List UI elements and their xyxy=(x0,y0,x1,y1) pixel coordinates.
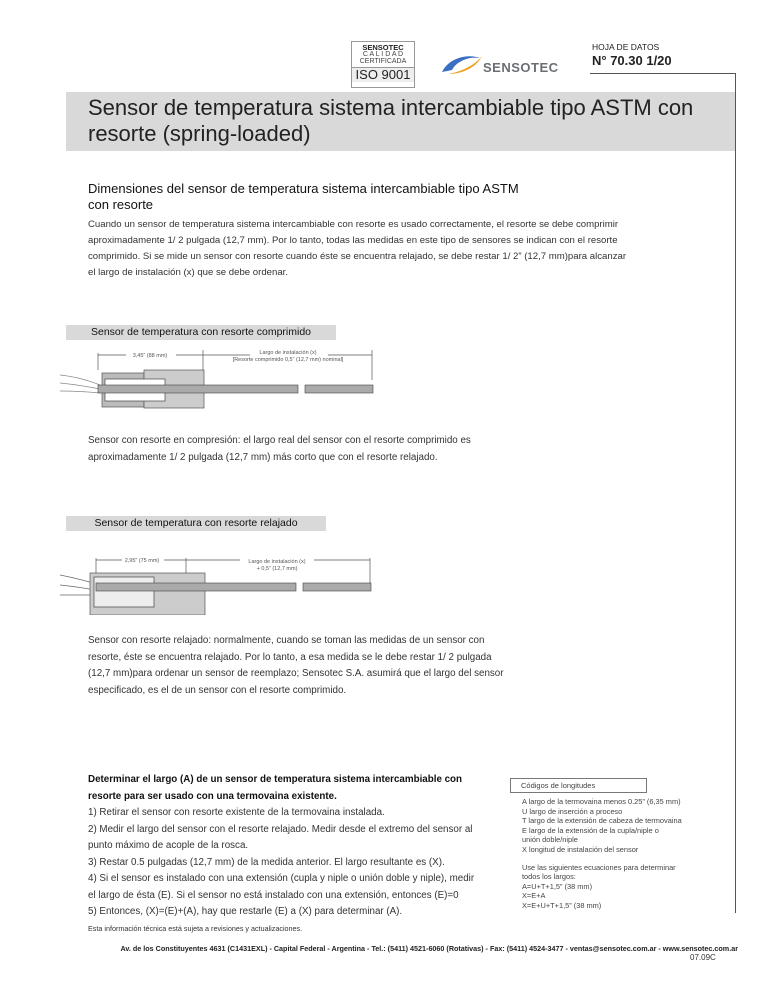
intro-paragraph: Cuando un sensor de temperatura sistema intercambiable con resorte es usado correctamente, el resorte se debe comprimir aproximadamente 1/ 2 pulgada (12,7 mm). Por lo tanto, todas las medidas en este tipo de sensores se indican con el resorte comprimido. Si se mide un sensor con resorte cuando éste se encuentra relajado, se debe restar 1/ 2” (12,7 mm)para alcanzar el largo de instalación (x) que se debe ordenar. xyxy=(88,219,627,278)
figure-description: Sensor con resorte relajado: normalmente, cuando se toman las medidas de un sensor con resorte, éste se encuentra relajado. Por lo tanto, a esa medida se le debe restar 1/ 2 pulgada (12,7 mm)para ordenar un sensor de reemplazo; Sensotec S.A. asumirá que el largo del sensor especificado, es el de un sensor con el resorte comprimido. xyxy=(88,635,504,696)
cert-certificada: CERTIFICADA xyxy=(359,58,407,65)
dimension-label: 3,45” (88 mm) xyxy=(132,353,168,359)
document-code: 07.09C xyxy=(690,953,716,962)
procedure-step: 3) Restar 0.5 pulgadas (12,7 mm) de la medida anterior. El largo resultante es (X). xyxy=(88,856,445,868)
footer-contact: Av. de los Constituyentes 4631 (C1431EXL) - Capital Federal - Argentina - Tel.: (5411) 4521-6060 (Rotativas) - Fax: (5411) 4524-3477 - ventas@sensotec.com.ar - www.sensotec.com.ar xyxy=(120,944,738,953)
code-item: X longitud de instalación del sensor xyxy=(522,844,639,854)
code-item: E largo de la extensión de la cupla/niple o unión doble/niple xyxy=(522,825,659,845)
dimension-label: [Resorte comprimido 0,5” (12,7 mm) nominal] xyxy=(232,357,344,363)
compressed-sensor-diagram xyxy=(60,345,380,415)
procedure-step: 4) Si el sensor es instalado con una extensión (cupla y niple o unión doble y niple), medir el largo de ésta (E). Si el sensor no está instalado con una extensión, entonces (E)=0 xyxy=(88,873,475,901)
figure-caption: Sensor de temperatura con resorte relajado xyxy=(66,516,326,531)
figure-description: Sensor con resorte en compresión: el largo real del sensor con el resorte comprimido es aproximadamente 1/ 2 pulgada (12,7 mm) más corto que con el resorte relajado. xyxy=(88,435,471,463)
iso-certification-badge xyxy=(351,41,415,88)
equation: X=E+U+T+1,5” (38 mm) xyxy=(522,900,602,910)
relaxed-sensor-diagram xyxy=(60,555,380,615)
procedure-step: 5) Entonces, (X)=(E)+(A), hay que restarle (E) a (X) para determinar (A). xyxy=(88,906,403,917)
sheet-number: N° 70.30 1/20 xyxy=(592,53,672,68)
code-item: U largo de inserción a proceso xyxy=(522,806,623,816)
dimension-label: + 0,5” (12,7 mm) xyxy=(256,566,298,572)
procedure-step: 2) Medir el largo del sensor con el resorte relajado. Medir desde el extremo del sensor al punto máximo de acople de la rosca. xyxy=(88,823,473,851)
dimension-label: 2,95” (75 mm) xyxy=(124,558,160,564)
equation: A=U+T+1,5” (38 mm) xyxy=(522,881,593,891)
cert-iso: ISO 9001 xyxy=(352,67,414,82)
equations-intro: Use las siguientes ecuaciones para determinar todos los largos: xyxy=(522,862,676,882)
logo-text: SENSOTEC xyxy=(483,60,559,75)
code-item: A largo de la termovaina menos 0.25” (6,35 mm) xyxy=(522,797,681,806)
figure-caption: Sensor de temperatura con resorte comprimido xyxy=(66,325,336,340)
revision-note: Esta información técnica está sujeta a revisiones y actualizaciones. xyxy=(88,924,303,933)
equation: X=E+A xyxy=(522,891,546,901)
divider xyxy=(735,73,736,913)
length-codes xyxy=(522,797,732,911)
codes-title: Códigos de longitudes xyxy=(510,778,647,793)
procedure-step: 1) Retirar el sensor con resorte existente de la termovaina instalada. xyxy=(88,807,385,818)
dimension-label: Largo de instalación (x) xyxy=(248,559,306,565)
code-item: T largo de la extensión de cabeza de termovaina xyxy=(522,816,682,826)
sensotec-logo-icon xyxy=(440,52,484,76)
cert-calidad: C A L I D A D xyxy=(362,51,404,58)
dimension-label: Largo de instalación (x) xyxy=(259,350,317,356)
procedure-section xyxy=(88,772,483,921)
section-heading: Dimensiones del sensor de temperatura sistema intercambiable tipo ASTM con resorte xyxy=(88,181,519,212)
cert-brand: SENSOTEC xyxy=(362,43,404,52)
procedure-heading: Determinar el largo (A) de un sensor de temperatura sistema intercambiable con resorte para ser usado con una termovaina existente. xyxy=(88,774,463,802)
divider xyxy=(590,73,736,74)
page-title: Sensor de temperatura sistema intercambiable tipo ASTM con resorte (spring-loaded) xyxy=(88,95,694,146)
sheet-label: HOJA DE DATOS xyxy=(592,42,660,52)
